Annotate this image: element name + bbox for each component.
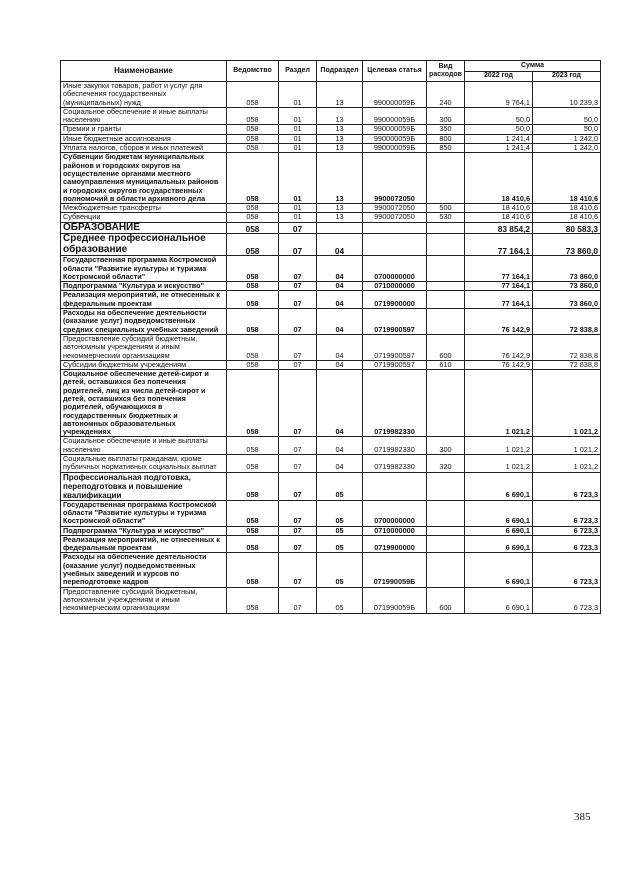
cell-sum-2023: 73 860,0 xyxy=(533,282,601,291)
cell-sum-2022: 6 690,1 xyxy=(465,500,533,526)
cell-sum-2022: 18 410,6 xyxy=(465,204,533,213)
cell-name: Предоставление субсидий бюджетным, автономным учреждениям и иным некоммерческим организациям xyxy=(61,587,227,613)
cell-podrazdel: 05 xyxy=(317,553,363,587)
cell-podrazdel: 05 xyxy=(317,500,363,526)
cell-expense-type xyxy=(427,370,465,437)
cell-target-article xyxy=(363,472,427,500)
cell-sum-2023: 6 723,3 xyxy=(533,526,601,535)
table-row xyxy=(61,472,601,500)
table-row xyxy=(61,553,601,587)
table-row xyxy=(61,256,601,282)
cell-podrazdel: 04 xyxy=(317,256,363,282)
cell-razdel: 07 xyxy=(279,234,317,256)
header-target-article: Целевая статья xyxy=(363,61,427,82)
cell-razdel: 01 xyxy=(279,125,317,134)
cell-name: Премии и гранты xyxy=(61,125,227,134)
cell-name: Реализация мероприятий, не отнесенных к федеральным проектам xyxy=(61,535,227,553)
cell-name: Субвенции xyxy=(61,213,227,222)
table-row xyxy=(61,153,601,204)
cell-podrazdel: 13 xyxy=(317,153,363,204)
header-name: Наименование xyxy=(61,61,227,82)
cell-sum-2022: 77 164,1 xyxy=(465,256,533,282)
cell-sum-2023: 72 838,8 xyxy=(533,309,601,335)
cell-razdel: 07 xyxy=(279,222,317,234)
cell-ved: 058 xyxy=(227,291,279,309)
cell-expense-type xyxy=(427,526,465,535)
header-expense-type: Вид расходов xyxy=(427,61,465,82)
cell-razdel: 07 xyxy=(279,360,317,369)
cell-target-article: 071990059Б xyxy=(363,587,427,613)
table-row xyxy=(61,587,601,613)
cell-sum-2022: 6 690,1 xyxy=(465,587,533,613)
cell-target-article xyxy=(363,234,427,256)
table-row xyxy=(61,526,601,535)
cell-podrazdel: 04 xyxy=(317,291,363,309)
cell-expense-type xyxy=(427,282,465,291)
cell-sum-2023: 6 723,3 xyxy=(533,500,601,526)
header-ved: Ведомство xyxy=(227,61,279,82)
cell-name: Социальные выплаты гражданам, кроме публичных нормативных социальных выплат xyxy=(61,455,227,473)
cell-name: Иные закупки товаров, работ и услуг для обеспечения государственных (муниципальных) нужд xyxy=(61,82,227,108)
cell-podrazdel xyxy=(317,222,363,234)
cell-sum-2022: 6 690,1 xyxy=(465,472,533,500)
cell-name: Субсидии бюджетным учреждениям xyxy=(61,360,227,369)
cell-ved: 058 xyxy=(227,213,279,222)
cell-ved: 058 xyxy=(227,535,279,553)
cell-target-article: 990000059Б xyxy=(363,125,427,134)
cell-target-article: 0719982330 xyxy=(363,455,427,473)
table-body xyxy=(61,82,601,614)
page-number: 385 xyxy=(574,811,591,823)
cell-name: Среднее профессиональное образование xyxy=(61,234,227,256)
cell-podrazdel: 04 xyxy=(317,455,363,473)
cell-razdel: 07 xyxy=(279,553,317,587)
table-row xyxy=(61,455,601,473)
cell-name: Социальное обеспечение и иные выплаты населению xyxy=(61,107,227,125)
cell-ved: 058 xyxy=(227,437,279,455)
cell-name: Расходы на обеспечение деятельности (оказание услуг) подведомственных учебных заведений и курсов по переподготовке кадров xyxy=(61,553,227,587)
cell-sum-2023: 50,0 xyxy=(533,125,601,134)
cell-sum-2023: 18 410,6 xyxy=(533,204,601,213)
cell-podrazdel: 13 xyxy=(317,107,363,125)
cell-target-article: 990000059Б xyxy=(363,144,427,153)
cell-podrazdel: 04 xyxy=(317,309,363,335)
cell-podrazdel: 13 xyxy=(317,134,363,143)
cell-sum-2023: 6 723,3 xyxy=(533,472,601,500)
cell-expense-type xyxy=(427,256,465,282)
cell-sum-2023: 73 860,0 xyxy=(533,234,601,256)
cell-razdel: 07 xyxy=(279,309,317,335)
cell-expense-type: 850 xyxy=(427,144,465,153)
table-row xyxy=(61,437,601,455)
cell-name: Государственная программа Костромской области "Развитие культуры и туризма Костромской области" xyxy=(61,256,227,282)
cell-expense-type: 320 xyxy=(427,455,465,473)
cell-sum-2022: 6 690,1 xyxy=(465,535,533,553)
cell-razdel: 07 xyxy=(279,472,317,500)
cell-ved: 058 xyxy=(227,134,279,143)
cell-expense-type xyxy=(427,153,465,204)
cell-ved: 058 xyxy=(227,125,279,134)
cell-sum-2022: 77 164,1 xyxy=(465,282,533,291)
cell-sum-2023: 72 838,8 xyxy=(533,360,601,369)
cell-ved: 058 xyxy=(227,472,279,500)
cell-razdel: 07 xyxy=(279,256,317,282)
cell-sum-2023: 73 860,0 xyxy=(533,256,601,282)
cell-sum-2022: 1 021,2 xyxy=(465,370,533,437)
cell-sum-2023: 1 242,0 xyxy=(533,134,601,143)
cell-sum-2022: 77 164,1 xyxy=(465,234,533,256)
cell-razdel: 07 xyxy=(279,455,317,473)
cell-name: Уплата налогов, сборов и иных платежей xyxy=(61,144,227,153)
cell-ved: 058 xyxy=(227,553,279,587)
cell-expense-type xyxy=(427,553,465,587)
cell-podrazdel: 13 xyxy=(317,213,363,222)
cell-target-article: 071990059Б xyxy=(363,553,427,587)
table-row xyxy=(61,213,601,222)
cell-razdel: 07 xyxy=(279,437,317,455)
cell-target-article: 0710000000 xyxy=(363,526,427,535)
cell-razdel: 07 xyxy=(279,370,317,437)
cell-expense-type xyxy=(427,291,465,309)
cell-razdel: 01 xyxy=(279,144,317,153)
cell-sum-2023: 1 021,2 xyxy=(533,437,601,455)
cell-target-article: 0719900000 xyxy=(363,535,427,553)
cell-ved: 058 xyxy=(227,370,279,437)
cell-target-article: 990000059Б xyxy=(363,82,427,108)
cell-podrazdel: 13 xyxy=(317,144,363,153)
cell-ved: 058 xyxy=(227,455,279,473)
table-row xyxy=(61,309,601,335)
cell-name: Иные бюджетные ассигнования xyxy=(61,134,227,143)
cell-razdel: 07 xyxy=(279,282,317,291)
table-row xyxy=(61,234,601,256)
cell-name: Профессиональная подготовка, переподготовка и повышение квалификации xyxy=(61,472,227,500)
cell-target-article: 9900072050 xyxy=(363,213,427,222)
cell-target-article: 0719982330 xyxy=(363,370,427,437)
cell-target-article: 0719900000 xyxy=(363,291,427,309)
cell-expense-type: 240 xyxy=(427,82,465,108)
cell-ved: 058 xyxy=(227,153,279,204)
table-row xyxy=(61,107,601,125)
cell-expense-type: 500 xyxy=(427,204,465,213)
cell-sum-2022: 18 410,6 xyxy=(465,153,533,204)
cell-sum-2023: 1 021,2 xyxy=(533,370,601,437)
cell-sum-2023: 6 723,3 xyxy=(533,553,601,587)
cell-expense-type: 300 xyxy=(427,107,465,125)
cell-ved: 058 xyxy=(227,256,279,282)
cell-sum-2022: 1 021,2 xyxy=(465,455,533,473)
cell-razdel: 01 xyxy=(279,153,317,204)
cell-ved: 058 xyxy=(227,82,279,108)
cell-name: Социальное обеспечение детей-сирот и детей, оставшихся без попечения родителей, лиц из числа детей-сирот и детей, оставшихся без попечения родителей, обучающихся в государственных бюджетных и автономных образовательных учреждениях xyxy=(61,370,227,437)
cell-expense-type: 350 xyxy=(427,125,465,134)
cell-ved: 058 xyxy=(227,334,279,360)
cell-target-article: 990000059Б xyxy=(363,107,427,125)
cell-sum-2023: 6 723,3 xyxy=(533,535,601,553)
cell-expense-type: 600 xyxy=(427,334,465,360)
cell-podrazdel: 13 xyxy=(317,125,363,134)
budget-page xyxy=(60,60,600,614)
cell-ved: 058 xyxy=(227,222,279,234)
cell-expense-type: 530 xyxy=(427,213,465,222)
cell-name: Реализация мероприятий, не отнесенных к федеральным проектам xyxy=(61,291,227,309)
cell-name: Межбюджетные трансферты xyxy=(61,204,227,213)
cell-name: Подпрограмма "Культура и искусство" xyxy=(61,282,227,291)
cell-sum-2023: 10 239,3 xyxy=(533,82,601,108)
cell-podrazdel: 05 xyxy=(317,526,363,535)
cell-sum-2023: 6 723,3 xyxy=(533,587,601,613)
cell-sum-2022: 76 142,9 xyxy=(465,309,533,335)
cell-expense-type xyxy=(427,472,465,500)
cell-razdel: 07 xyxy=(279,587,317,613)
cell-razdel: 01 xyxy=(279,107,317,125)
table-row xyxy=(61,370,601,437)
table-row xyxy=(61,334,601,360)
cell-razdel: 01 xyxy=(279,213,317,222)
cell-sum-2022: 1 241,4 xyxy=(465,144,533,153)
cell-razdel: 01 xyxy=(279,134,317,143)
cell-podrazdel: 04 xyxy=(317,437,363,455)
cell-ved: 058 xyxy=(227,282,279,291)
cell-name: Расходы на обеспечение деятельности (оказание услуг) подведомственных средних специальных учебных заведений xyxy=(61,309,227,335)
cell-target-article: 0700000000 xyxy=(363,500,427,526)
cell-sum-2023: 80 583,3 xyxy=(533,222,601,234)
cell-ved: 058 xyxy=(227,500,279,526)
cell-expense-type: 600 xyxy=(427,587,465,613)
header-sum: Сумма xyxy=(465,61,601,72)
cell-name: ОБРАЗОВАНИЕ xyxy=(61,222,227,234)
cell-sum-2022: 77 164,1 xyxy=(465,291,533,309)
cell-ved: 058 xyxy=(227,309,279,335)
cell-sum-2022: 1 241,4 xyxy=(465,134,533,143)
cell-name: Социальное обеспечение и иные выплаты населению xyxy=(61,437,227,455)
cell-sum-2022: 76 142,9 xyxy=(465,334,533,360)
cell-podrazdel: 05 xyxy=(317,587,363,613)
cell-ved: 058 xyxy=(227,587,279,613)
cell-sum-2022: 18 410,6 xyxy=(465,213,533,222)
cell-name: Подпрограмма "Культура и искусство" xyxy=(61,526,227,535)
cell-sum-2023: 1 021,2 xyxy=(533,455,601,473)
budget-table xyxy=(60,60,601,614)
cell-sum-2022: 76 142,9 xyxy=(465,360,533,369)
cell-podrazdel: 04 xyxy=(317,334,363,360)
cell-razdel: 07 xyxy=(279,535,317,553)
cell-podrazdel: 04 xyxy=(317,234,363,256)
cell-expense-type: 610 xyxy=(427,360,465,369)
header-razdel: Раздел xyxy=(279,61,317,82)
cell-target-article: 9900072050 xyxy=(363,204,427,213)
cell-podrazdel: 05 xyxy=(317,472,363,500)
cell-ved: 058 xyxy=(227,526,279,535)
cell-razdel: 07 xyxy=(279,291,317,309)
cell-target-article: 9900072050 xyxy=(363,153,427,204)
cell-target-article: 0719982330 xyxy=(363,437,427,455)
cell-expense-type xyxy=(427,234,465,256)
cell-expense-type: 300 xyxy=(427,437,465,455)
cell-sum-2022: 6 690,1 xyxy=(465,553,533,587)
cell-expense-type xyxy=(427,222,465,234)
cell-ved: 058 xyxy=(227,144,279,153)
cell-name: Государственная программа Костромской области "Развитие культуры и туризма Костромской области" xyxy=(61,500,227,526)
table-row xyxy=(61,500,601,526)
cell-sum-2023: 73 860,0 xyxy=(533,291,601,309)
cell-expense-type: 800 xyxy=(427,134,465,143)
cell-ved: 058 xyxy=(227,107,279,125)
cell-sum-2023: 18 410,6 xyxy=(533,213,601,222)
cell-target-article: 990000059Б xyxy=(363,134,427,143)
cell-expense-type xyxy=(427,535,465,553)
cell-sum-2023: 1 242,0 xyxy=(533,144,601,153)
cell-sum-2022: 1 021,2 xyxy=(465,437,533,455)
cell-sum-2023: 18 410,6 xyxy=(533,153,601,204)
cell-name: Предоставление субсидий бюджетным, автономным учреждениям и иным некоммерческим организациям xyxy=(61,334,227,360)
table-row xyxy=(61,535,601,553)
cell-target-article xyxy=(363,222,427,234)
cell-target-article: 0719900597 xyxy=(363,360,427,369)
cell-podrazdel: 13 xyxy=(317,204,363,213)
header-year-2022: 2022 год xyxy=(465,72,533,82)
cell-target-article: 0700000000 xyxy=(363,256,427,282)
header-podrazdel: Подраздел xyxy=(317,61,363,82)
cell-sum-2023: 72 838,8 xyxy=(533,334,601,360)
cell-expense-type xyxy=(427,500,465,526)
cell-podrazdel: 13 xyxy=(317,82,363,108)
cell-podrazdel: 04 xyxy=(317,370,363,437)
cell-target-article: 0719900597 xyxy=(363,309,427,335)
cell-sum-2022: 6 690,1 xyxy=(465,526,533,535)
cell-ved: 058 xyxy=(227,234,279,256)
cell-sum-2022: 50,0 xyxy=(465,125,533,134)
cell-sum-2022: 50,0 xyxy=(465,107,533,125)
cell-name: Субвенции бюджетам муниципальных районов и городских округов на осуществление органами местного самоуправления муниципальных районов и городских округов государственных полномочий в области архивного дела xyxy=(61,153,227,204)
header-year-2023: 2023 год xyxy=(533,72,601,82)
cell-sum-2022: 83 854,2 xyxy=(465,222,533,234)
cell-sum-2023: 50,0 xyxy=(533,107,601,125)
cell-razdel: 01 xyxy=(279,204,317,213)
cell-podrazdel: 04 xyxy=(317,360,363,369)
cell-razdel: 07 xyxy=(279,500,317,526)
cell-ved: 058 xyxy=(227,204,279,213)
table-row xyxy=(61,125,601,134)
cell-podrazdel: 04 xyxy=(317,282,363,291)
cell-razdel: 01 xyxy=(279,82,317,108)
cell-podrazdel: 05 xyxy=(317,535,363,553)
cell-ved: 058 xyxy=(227,360,279,369)
cell-razdel: 07 xyxy=(279,526,317,535)
cell-razdel: 07 xyxy=(279,334,317,360)
cell-sum-2022: 9 764,1 xyxy=(465,82,533,108)
table-row xyxy=(61,82,601,108)
cell-target-article: 0719900597 xyxy=(363,334,427,360)
cell-expense-type xyxy=(427,309,465,335)
cell-target-article: 0710000000 xyxy=(363,282,427,291)
table-row xyxy=(61,291,601,309)
